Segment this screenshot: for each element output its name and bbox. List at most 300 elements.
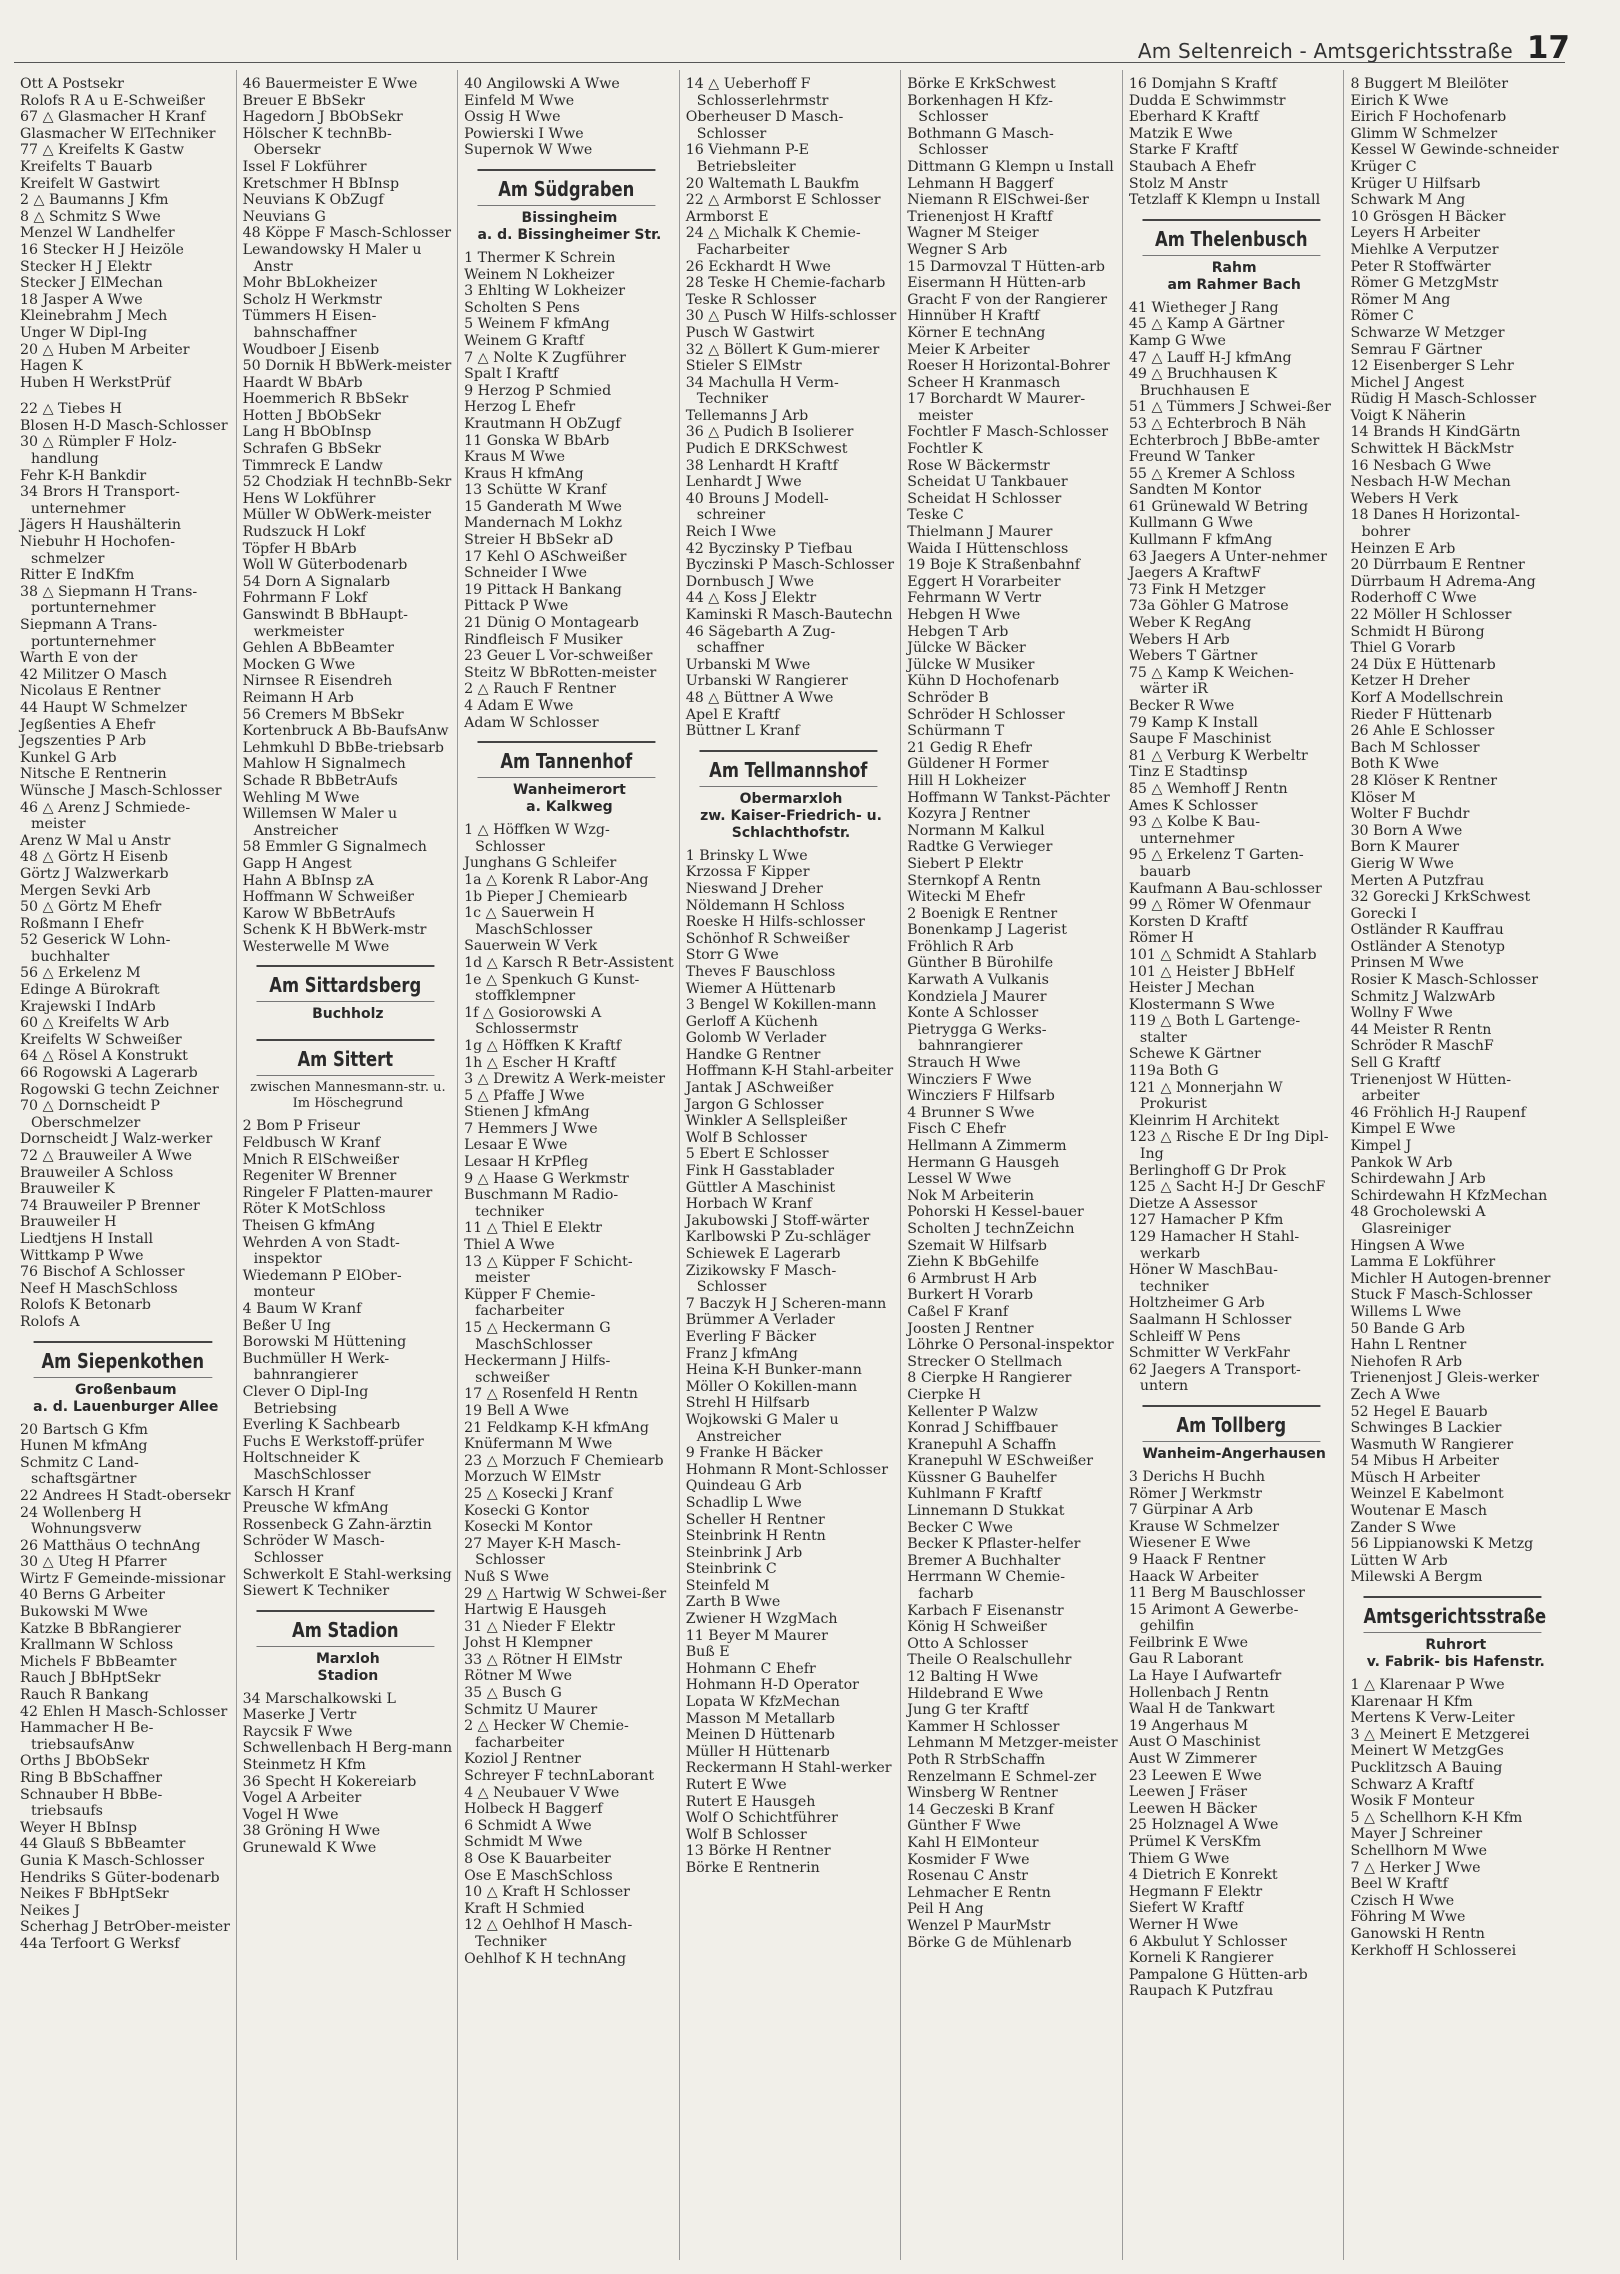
directory-entry: Lenhardt J Wwe (685, 474, 802, 491)
column-6 (1122, 70, 1344, 2260)
directory-entry: Neikes J (20, 1902, 80, 1919)
directory-entry: 16 Viehmann P-E Betriebsleiter (685, 142, 809, 175)
directory-entry: Pucklitzsch A Bauing (1350, 1760, 1503, 1776)
directory-entry: 9 Franke H Bäcker (685, 1445, 823, 1462)
directory-entry: Zander S Wwe (1350, 1519, 1457, 1536)
directory-entry: Kondziela J Maurer (907, 988, 1047, 1005)
directory-entry: Konte A Schlosser (907, 1005, 1039, 1022)
directory-entry: 64 △ Rösel A Konstrukt (20, 1048, 188, 1065)
directory-entry: 26 Eckhardt H Wwe (685, 258, 831, 275)
directory-entry: 73 Fink H Metzger (1128, 581, 1266, 598)
directory-entry: 121 △ Monnerjahn W Prokurist (1128, 1079, 1283, 1113)
directory-entry: Hegmann F Elektr (1128, 1883, 1263, 1900)
directory-entry: Schirdewahn J Arb (1350, 1171, 1486, 1188)
directory-entry: 61 Grünewald W Betring (1128, 498, 1309, 515)
directory-entry: Ott A Postsekr (20, 76, 124, 92)
directory-entry: 8 Cierpke H Rangierer (907, 1370, 1072, 1387)
directory-entry: Roßmann I Ehefr (20, 915, 144, 932)
directory-entry: Aust W Zimmerer (1128, 1751, 1257, 1768)
directory-entry: Korsten D Kraftf (1128, 913, 1248, 930)
directory-entry: Roeske H Hilfs-schlosser (685, 914, 865, 931)
directory-entry: Winkler A Sellspleißer (685, 1113, 847, 1130)
directory-entry: 81 △ Verburg K Werbeltr (1128, 747, 1308, 764)
directory-entry: 21 Dünig O Montagearb (464, 615, 639, 632)
directory-entry: Feldbusch W Kranf (242, 1135, 381, 1152)
directory-entry: Wenzel P MaurMstr (907, 1917, 1051, 1934)
directory-entry: 2 △ Baumanns J Kfm (20, 192, 169, 209)
street-location-note: zwischen Mannesmann-str. u. Im Höschegrund (250, 1080, 446, 1112)
directory-entry: Lessel W Wwe (907, 1171, 1012, 1188)
directory-columns (14, 70, 1565, 2260)
directory-entry: 17 Kehl O ASchweißer (464, 548, 627, 565)
directory-entry: Kozyra J Rentner (907, 806, 1030, 823)
directory-entry: Otto A Schlosser (907, 1635, 1028, 1652)
directory-entry: Rötner M Wwe (464, 1668, 573, 1685)
directory-entry: Bach M Schlosser (1350, 739, 1480, 756)
directory-entry: 95 △ Erkelenz T Garten-bauarb (1128, 847, 1304, 880)
directory-entry: 13 Börke H Rentner (685, 1843, 831, 1860)
directory-entry: Jägers H Haushälterin (20, 517, 182, 534)
directory-entry: 17 Borchardt W Maurer-meister (907, 391, 1086, 424)
street-location-note: a. d. Lauenburger Allee (33, 1398, 219, 1415)
directory-entry: Breuer E BbSekr (242, 92, 365, 109)
directory-entry: 13 Schütte W Kranf (464, 482, 607, 499)
directory-entry: Lehmann H Baggerf (907, 175, 1054, 192)
directory-entry: 77 △ Kreifelts K Gastw (20, 142, 185, 159)
directory-entry: Berlinghoff G Dr Prok (1128, 1162, 1287, 1179)
directory-entry: 48 △ Büttner A Wwe (685, 689, 834, 706)
directory-entry: 8 Buggert M Bleilöter (1350, 76, 1508, 92)
directory-entry: Born K Maurer (1350, 839, 1460, 856)
street-heading: Am Stadion (256, 1610, 434, 1647)
directory-entry: Wiemer A Hüttenarb (685, 980, 836, 997)
directory-entry: 36 Specht H Kokereiarb (242, 1773, 417, 1790)
directory-entry: Jegßenties A Ehefr (20, 716, 156, 733)
directory-entry: Thiem G Wwe (1128, 1850, 1230, 1867)
directory-entry: Franz J kfmAng (685, 1345, 798, 1362)
directory-entry: 10 Grösgen H Bäcker (1350, 208, 1506, 225)
directory-entry: 52 Chodziak H technBb-Sekr (242, 474, 452, 491)
directory-entry: Kullmann F kfmAng (1128, 532, 1273, 549)
directory-entry: Urbanski M Wwe (685, 656, 811, 673)
directory-entry: Trienenjost J Gleis-werker (1350, 1370, 1539, 1387)
directory-entry: Fochtler K (907, 441, 983, 458)
directory-entry: 11 Beyer M Maurer (685, 1627, 828, 1644)
directory-entry: Jülcke W Bäcker (907, 640, 1026, 657)
directory-entry: Ostländer R Kauffrau (1350, 922, 1504, 939)
directory-entry: Ringeler F Platten-maurer (242, 1184, 433, 1201)
district-label: Marxloh (316, 1650, 380, 1667)
directory-entry: Siepmann A Trans-portunternehmer (20, 617, 158, 650)
directory-entry: Weber K RegAng (1128, 615, 1252, 632)
directory-entry: Wirtz F Gemeinde-missionar (20, 1570, 226, 1587)
street-location-note: Stadion (317, 1667, 379, 1684)
directory-entry: Everling F Bäcker (685, 1328, 817, 1345)
street-heading: Am Siepenkothen (34, 1341, 212, 1378)
directory-entry: Töpfer H BbArb (242, 540, 357, 557)
directory-entry: 1 Thermer K Schrein (464, 249, 616, 266)
directory-entry: Michler H Autogen-brenner (1350, 1270, 1551, 1287)
directory-entry: 2 Boenigk E Rentner (907, 905, 1058, 922)
directory-entry: Jantak J ASchweißer (685, 1080, 834, 1097)
directory-entry: Hartwig E Hausgeh (464, 1602, 607, 1619)
directory-entry: Spalt I Kraftf (464, 366, 559, 383)
directory-entry: Lehmann M Metzger-meister (907, 1735, 1118, 1752)
directory-entry: Krause W Schmelzer (1128, 1518, 1279, 1535)
directory-entry: Waida I Hüttenschloss (907, 540, 1069, 557)
directory-entry: Kessel W Gewinde-schneider (1350, 142, 1559, 159)
directory-entry: Ganowski H Rentn (1350, 1925, 1485, 1942)
directory-entry: Scheidat U Tankbauer (907, 474, 1068, 491)
directory-entry: Ganswindt B BbHaupt-werkmeister (242, 607, 408, 640)
directory-entry: 16 Stecker H J Heizöle (20, 241, 184, 258)
directory-entry: 21 Feldkamp K-H kfmAng (464, 1419, 649, 1436)
directory-entry: Fochtler F Masch-Schlosser (907, 424, 1109, 441)
directory-entry: Börke E Rentnerin (685, 1859, 820, 1876)
directory-entry: Menzel W Landhelfer (20, 225, 175, 242)
directory-entry: 56 △ Erkelenz M (20, 965, 141, 982)
directory-entry: Günther F Wwe (907, 1818, 1021, 1835)
directory-entry: 20 Dürrbaum E Rentner (1350, 557, 1525, 574)
directory-entry: Pudich E DRKSchwest (685, 441, 848, 458)
directory-entry: 18 Jasper A Wwe (20, 291, 143, 308)
directory-entry: 1d △ Karsch R Betr-Assistent (464, 954, 674, 971)
street-location-note: a. Kalkweg (526, 799, 613, 816)
directory-entry: Niehofen R Arb (1350, 1353, 1463, 1370)
directory-entry: Michel J Angest (1350, 374, 1465, 391)
directory-entry: 1b Pieper J Chemiearb (464, 888, 628, 905)
directory-entry: Kraus M Wwe (464, 449, 566, 466)
directory-entry: Rauch R Bankang (20, 1687, 149, 1704)
directory-entry: Zech A Wwe (1350, 1386, 1441, 1403)
directory-entry: Schmitz U Maurer (464, 1701, 598, 1718)
directory-entry: Hotten J BbObSekr (242, 407, 381, 424)
street-heading: Am Tellmannshof (699, 750, 877, 787)
directory-entry: Gau R Laborant (1128, 1651, 1244, 1668)
street-heading: Am Sittert (256, 1039, 434, 1076)
directory-entry: Fröhlich R Arb (907, 938, 1014, 955)
directory-entry: Vogel H Wwe (242, 1806, 339, 1823)
directory-entry: Korf A Modellschrein (1350, 689, 1504, 706)
directory-entry: 22 Möller H Schlosser (1350, 607, 1512, 623)
directory-entry: 8 Ose K Bauarbeiter (464, 1851, 611, 1867)
directory-entry: Müsch H Arbeiter (1350, 1469, 1480, 1486)
directory-entry: Schwittek H BäckMstr (1350, 441, 1514, 458)
directory-entry: Rose W Bäckermstr (907, 457, 1050, 474)
directory-entry: Schirdewahn H KfzMechan (1350, 1187, 1548, 1204)
directory-entry: 15 Darmovzal T Hütten-arb (907, 258, 1106, 275)
directory-entry: 38 Lenhardt H Kraftf (685, 457, 838, 474)
directory-entry: Edinge A Bürokraft (20, 982, 160, 999)
directory-entry: 5 △ Schellhorn K-H Kfm (1350, 1809, 1523, 1826)
directory-entry: Günther B Bürohilfe (907, 955, 1054, 972)
directory-entry: 23 △ Morzuch F Chemiearb (464, 1452, 664, 1469)
directory-entry: Wagner M Steiger (907, 225, 1039, 242)
directory-entry: 46 Bauermeister E Wwe (242, 76, 418, 92)
directory-entry: Müller H Hüttenarb (685, 1743, 830, 1760)
directory-entry: Prümel K VersKfm (1128, 1834, 1262, 1850)
directory-entry: Römer H (1128, 930, 1194, 947)
directory-entry: 1h △ Escher H Kraftf (464, 1054, 616, 1071)
directory-entry: Buchmüller H Werk-bahnrangierer (242, 1350, 390, 1384)
directory-entry: Korneli K Rangierer (1128, 1950, 1274, 1967)
directory-entry: Milewski A Bergm (1350, 1569, 1483, 1586)
directory-entry: 6 Armbrust H Arb (907, 1270, 1037, 1287)
directory-entry: Küssner G Bauhelfer (907, 1469, 1057, 1486)
directory-entry: Rosier K Masch-Schlosser (1350, 972, 1539, 989)
directory-entry: 7 Baczyk H J Scheren-mann (685, 1295, 887, 1312)
directory-entry: Strauch H Wwe (907, 1055, 1021, 1072)
directory-entry: Matzik E Wwe (1128, 125, 1233, 142)
directory-entry: Burkert H Vorarb (907, 1287, 1034, 1304)
directory-entry: Römer G MetzgMstr (1350, 275, 1499, 292)
directory-entry: Theile O Realschullehr (907, 1652, 1072, 1669)
directory-entry: 55 △ Kremer A Schloss (1128, 465, 1295, 482)
directory-entry: Mandernach M Lokhz (464, 515, 622, 532)
directory-entry: Schürmann T (907, 723, 1005, 740)
directory-entry: Kosecki M Kontor (464, 1519, 593, 1536)
street-heading: Am Tannenhof (478, 741, 656, 778)
directory-entry: Kraus H kfmAng (464, 465, 584, 482)
directory-entry: 19 Angerhaus M (1128, 1717, 1249, 1734)
directory-entry: Theves F Bauschloss (685, 963, 836, 980)
directory-entry: Hagedorn J BbObSekr (242, 109, 403, 126)
directory-entry: Schröder B (907, 689, 989, 706)
directory-entry: Szemait W Hilfsarb (907, 1237, 1047, 1254)
directory-entry: Schneider I Wwe (464, 565, 588, 582)
directory-entry: Tümmers H Eisen-bahnschaffner (242, 308, 377, 341)
directory-entry: 48 △ Görtz H Eisenb (20, 849, 168, 866)
directory-entry: Herrmann W Chemie-facharb (907, 1569, 1065, 1603)
directory-entry: Dornscheidt J Walz-werker (20, 1131, 213, 1148)
directory-entry: Quindeau G Arb (685, 1478, 802, 1495)
directory-entry: Timmreck E Landw (242, 457, 383, 474)
directory-entry: Morzuch W ElMstr (464, 1469, 601, 1486)
directory-entry: Schmitz C Land-schaftsgärtner (20, 1454, 139, 1488)
directory-entry: Gorecki I (1350, 905, 1417, 922)
directory-entry: Ring B BbSchaffner (20, 1770, 163, 1786)
directory-entry: Schewe K Gärtner (1128, 1046, 1261, 1063)
directory-entry: 75 △ Kamp K Weichen-wärter iR (1128, 664, 1294, 698)
directory-entry: Hunen M kfmAng (20, 1438, 148, 1455)
directory-entry: 38 △ Siepmann H Trans-portunternehmer (20, 583, 198, 617)
directory-entry: Rutert E Hausgeh (685, 1793, 816, 1810)
directory-entry: Oberheuser D Masch-Schlosser (685, 109, 844, 142)
directory-entry: Kranepuhl W ESchweißer (907, 1453, 1094, 1470)
directory-entry: Siebert P Elektr (907, 855, 1023, 872)
directory-entry: Mnich R ElSchweißer (242, 1151, 399, 1168)
directory-entry: 3 Bengel W Kokillen-mann (685, 997, 877, 1014)
directory-entry: 11 Berg M Bauschlosser (1128, 1585, 1305, 1602)
directory-entry: 12 △ Oehlhof H Masch-Techniker (464, 1917, 633, 1950)
directory-entry: Nok M Arbeiterin (907, 1187, 1034, 1204)
directory-entry: 7 △ Herker J Wwe (1350, 1859, 1481, 1876)
directory-entry: Woudboer J Eisenb (242, 341, 380, 358)
directory-entry: Wiesener E Wwe (1128, 1535, 1251, 1552)
directory-entry: Supernok W Wwe (464, 142, 593, 159)
directory-entry: 48 Grocholewski A Glasreiniger (1350, 1204, 1486, 1237)
directory-entry: Jaegers A KraftwF (1128, 565, 1262, 582)
directory-entry: Hammacher H Be-triebsaufsAnw (20, 1720, 154, 1753)
directory-entry: Willems L Wwe (1350, 1303, 1462, 1320)
directory-entry: 79 Kamp K Install (1128, 714, 1258, 731)
directory-entry: Tinz E Stadtinsp (1128, 764, 1248, 781)
directory-entry: Meier K Arbeiter (907, 341, 1030, 358)
directory-entry: Kosecki G Kontor (464, 1502, 589, 1519)
directory-entry: Hohmann C Ehefr (685, 1660, 816, 1677)
directory-entry: Theisen G kfmAng (242, 1218, 376, 1235)
directory-entry: Johst H Klempner (464, 1635, 593, 1652)
directory-entry: Wehrden A von Stadt-inspektor (242, 1234, 400, 1268)
directory-entry: 40 Brouns J Modell-schreiner (685, 490, 829, 524)
directory-entry: 24 Wollenberg H Wohnungsverw (20, 1504, 142, 1538)
directory-entry: Hingsen A Wwe (1350, 1237, 1465, 1254)
directory-entry: 12 Balting H Wwe (907, 1669, 1039, 1685)
directory-entry: Semrau F Gärtner (1350, 341, 1482, 358)
directory-entry: Schwarz A Kraftf (1350, 1776, 1474, 1793)
directory-entry: Fuchs E Werkstoff-prüfer (242, 1433, 424, 1450)
directory-entry: Lehmacher E Rentn (907, 1884, 1051, 1901)
directory-entry: Brauweiler K (20, 1181, 115, 1198)
directory-entry: 4 Adam E Wwe (464, 698, 574, 714)
directory-entry: 60 △ Kreifelts W Arb (20, 1015, 170, 1032)
directory-entry: Jung G ter Kraftf (907, 1702, 1029, 1719)
street-heading: Am Südgraben (478, 169, 656, 206)
column-1 (14, 70, 236, 2260)
directory-entry: Staubach A Ehefr (1128, 158, 1256, 175)
directory-entry: Sauerwein W Verk (464, 938, 598, 955)
directory-entry: Schrafen G BbSekr (242, 441, 381, 458)
directory-entry: Kaminski R Masch-Bautechn (685, 607, 893, 623)
directory-entry: Junghans G Schleifer (464, 855, 617, 872)
directory-entry: 5 Ebert E Schlosser (685, 1146, 829, 1163)
directory-entry: 27 Mayer K-H Masch-Schlosser (464, 1535, 621, 1569)
directory-entry: Haack W Arbeiter (1128, 1568, 1259, 1585)
directory-entry: Liedtjens H Install (20, 1230, 154, 1247)
directory-entry: Wünsche J Masch-Schlosser (20, 782, 222, 799)
directory-entry: Teske R Schlosser (685, 291, 817, 308)
directory-entry: Wollny F Wwe (1350, 1005, 1453, 1022)
directory-entry: Schreyer F technLaborant (464, 1768, 655, 1785)
directory-entry: Kreifelt W Gastwirt (20, 175, 160, 192)
directory-entry: 1 △ Höffken W Wzg-Schlosser (464, 822, 610, 855)
directory-entry: Karlbowski P Zu-schläger (685, 1229, 871, 1246)
directory-entry: Tetzlaff K Klempn u Install (1128, 192, 1321, 209)
directory-entry: Miehlke A Verputzer (1350, 241, 1499, 258)
directory-entry: Klarenaar H Kfm (1350, 1693, 1473, 1710)
directory-entry: Holtzheimer G Arb (1128, 1295, 1265, 1312)
directory-entry: Apel E Kraftf (685, 706, 780, 723)
district-label: Großenbaum (74, 1381, 177, 1398)
directory-entry: König H Schweißer (907, 1619, 1047, 1636)
directory-entry: 129 Hamacher H Stahl-werkarb (1128, 1229, 1300, 1262)
directory-entry: Siewert K Techniker (242, 1583, 390, 1600)
directory-entry: Unger W Dipl-Ing (20, 324, 148, 341)
directory-entry: Borowski M Hüttening (242, 1334, 407, 1351)
directory-entry: Borkenhagen H Kfz-Schlosser (907, 92, 1053, 126)
directory-entry: 25 Holznagel A Wwe (1128, 1817, 1279, 1834)
directory-entry: Sternkopf A Rentn (907, 872, 1041, 889)
directory-entry: Czisch H Wwe (1350, 1892, 1455, 1909)
directory-entry: Ritter E IndKfm (20, 567, 135, 584)
directory-entry: Hoffmann K-H Stahl-arbeiter (685, 1063, 894, 1080)
directory-entry: Trienenjost W Hütten-arbeiter (1350, 1071, 1512, 1105)
directory-entry: 28 Teske H Chemie-facharb (685, 275, 886, 292)
directory-entry: Haardt W BbArb (242, 374, 363, 391)
directory-entry: 49 △ Bruchhausen K Bruchhausen E (1128, 366, 1277, 399)
directory-entry: 30 Born A Wwe (1350, 822, 1463, 839)
directory-entry: Raycsik F Wwe (242, 1723, 353, 1740)
directory-entry: Möller O Kokillen-mann (685, 1378, 858, 1395)
directory-entry: Holbeck H Baggerf (464, 1801, 603, 1818)
directory-entry: 4 Brunner S Wwe (907, 1104, 1035, 1121)
directory-entry: Sandten M Kontor (1128, 482, 1261, 499)
column-3 (457, 70, 679, 2260)
directory-entry: Brauweiler A Schloss (20, 1164, 174, 1181)
district-label: Obermarxloh (739, 790, 843, 807)
directory-entry: Hens W Lokführer (242, 490, 376, 507)
directory-entry: Reckermann H Stahl-werker (685, 1760, 892, 1777)
directory-entry: Brümmer A Verlader (685, 1312, 835, 1329)
directory-entry: Glimm W Schmelzer (1350, 125, 1498, 142)
directory-entry: 11 Gonska W BbArb (464, 432, 610, 449)
directory-entry: Neikes F BbHptSekr (20, 1886, 169, 1903)
directory-entry: 119 △ Both L Gartenge-stalter (1128, 1013, 1301, 1046)
directory-entry: Steitz W BbRotten-meister (464, 664, 657, 681)
directory-entry: Schmitz J WalzwArb (1350, 988, 1496, 1005)
directory-entry: Brauweiler H (20, 1214, 117, 1231)
directory-entry: 66 Rogowski A Lagerarb (20, 1065, 198, 1082)
directory-entry: 127 Hamacher P Kfm (1128, 1212, 1284, 1229)
spacer (243, 1023, 454, 1029)
directory-entry: Merten A Putzfrau (1350, 872, 1485, 889)
directory-entry: Winsberg W Rentner (907, 1785, 1058, 1802)
directory-entry: 6 Schmidt A Wwe (464, 1817, 592, 1834)
directory-entry: Hill H Lokheizer (907, 772, 1026, 789)
directory-entry: Kaufmann A Bau-schlosser (1128, 880, 1322, 897)
directory-entry: Schenk K H BbWerk-mstr (242, 922, 427, 939)
directory-entry: Prinsen M Wwe (1350, 955, 1464, 972)
directory-entry: Huben H WerkstPrüf (20, 374, 171, 391)
directory-entry: Neef H MaschSchloss (20, 1280, 178, 1297)
page-number: 17 (1526, 30, 1570, 66)
directory-entry: 1g △ Höffken K Kraftf (464, 1037, 621, 1054)
directory-entry: 1 △ Klarenaar P Wwe (1350, 1677, 1505, 1694)
directory-entry: Kleinebrahm J Mech (20, 308, 168, 325)
directory-entry: 40 Angilowski A Wwe (464, 76, 620, 92)
directory-entry: Wasmuth W Rangierer (1350, 1436, 1514, 1453)
street-heading: Am Sittardsberg (256, 965, 434, 1002)
directory-entry: 16 Nesbach G Wwe (1350, 457, 1492, 474)
directory-entry: 15 △ Heckermann G MaschSchlosser (464, 1320, 611, 1353)
directory-entry: 50 △ Görtz M Ehefr (20, 899, 162, 916)
directory-entry: Schmidt H Bürong (1350, 623, 1485, 640)
directory-entry: 19 Bell A Wwe (464, 1402, 569, 1419)
directory-entry: 44 Haupt W Schmelzer (20, 699, 187, 716)
directory-entry: Kerkhoff H Schlosserei (1350, 1942, 1517, 1959)
directory-entry: 15 Ganderath M Wwe (464, 498, 622, 515)
directory-entry: Mahlow H Signalmech (242, 756, 406, 773)
directory-entry: Bothmann G Masch-Schlosser (907, 125, 1054, 159)
directory-entry: 5 Weinem F kfmAng (464, 316, 610, 333)
directory-entry: Börke E KrkSchwest (907, 76, 1056, 92)
directory-entry: Oehlhof K H technAng (464, 1950, 627, 1967)
directory-entry: Heckermann J Hilfs-schweißer (464, 1353, 611, 1386)
directory-entry: Clever O Dipl-Ing Betriebsing (242, 1383, 369, 1417)
directory-entry: Everling K Sachbearb (242, 1417, 401, 1434)
directory-entry: Pusch W Gastwirt (685, 324, 815, 341)
directory-entry: 45 △ Kamp A Gärtner (1128, 316, 1285, 333)
